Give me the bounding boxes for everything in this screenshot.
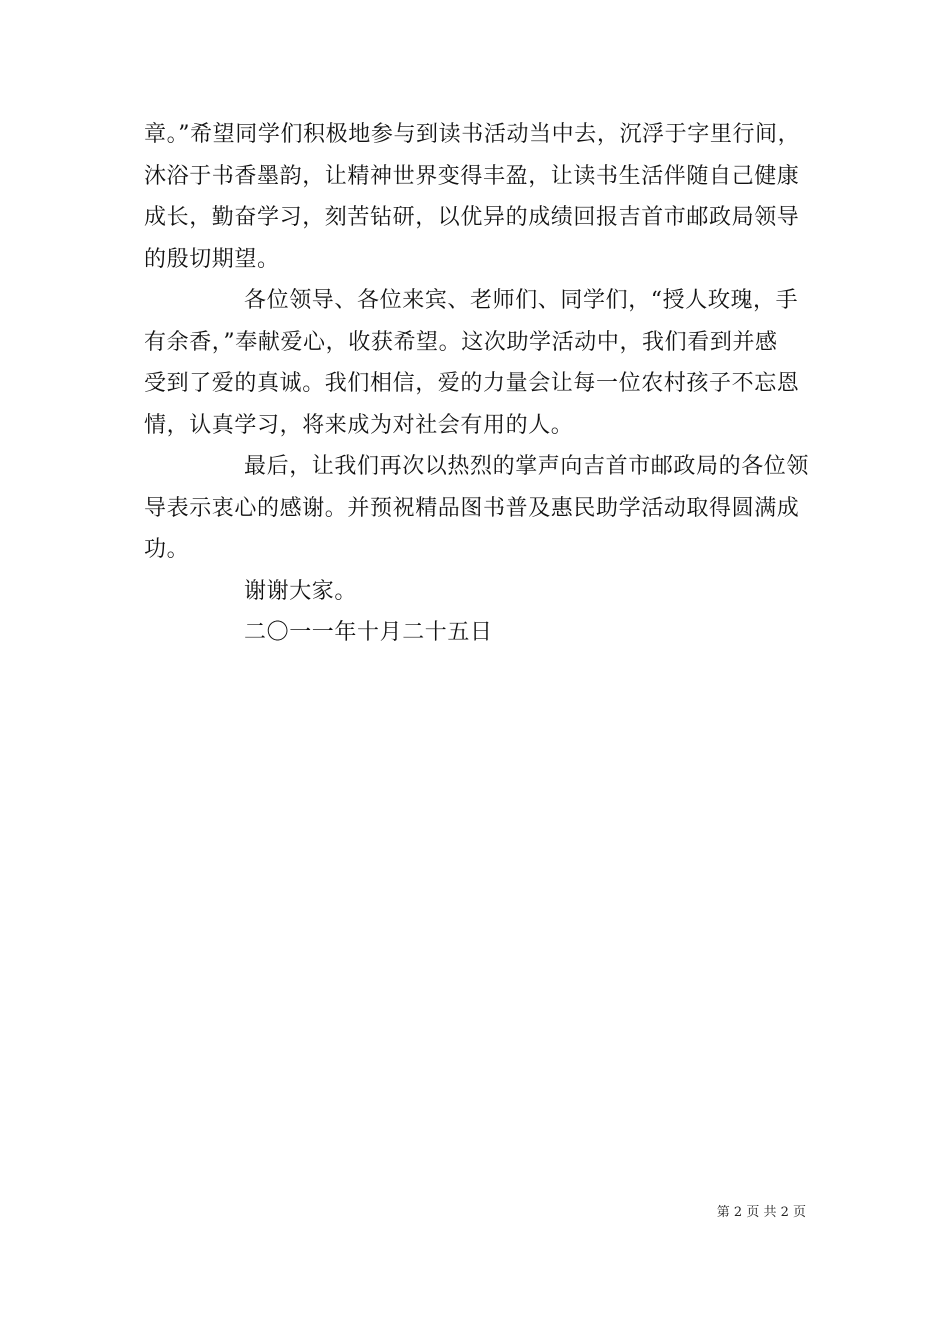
paragraph-1-line-2: 沐浴于书香墨韵，让精神世界变得丰盈，让读书生活伴随自己健康 <box>144 163 800 189</box>
document-body <box>144 114 834 654</box>
paragraph-1-line-4: 的殷切期望。 <box>144 246 280 272</box>
paragraph-3-line-2: 导表示衷心的感谢。并预祝精品图书普及惠民助学活动取得圆满成 <box>144 495 800 521</box>
page-number-footer: 第 2 页 共 2 页 <box>716 1205 806 1220</box>
paragraph-3-line-1: 最后，让我们再次以热烈的掌声向吉首市邮政局的各位领 <box>244 454 810 479</box>
paragraph-2-line-1: 各位领导、各位来宾、老师们、同学们，“授人玫瑰，手 <box>244 288 799 313</box>
date-line: 二〇一一年十月二十五日 <box>244 620 493 645</box>
closing-line: 谢谢大家。 <box>244 578 358 604</box>
paragraph-2-line-3: 受到了爱的真诚。我们相信，爱的力量会让每一位农村孩子不忘恩 <box>144 371 800 396</box>
paragraph-2-line-2: 有余香，”奉献爱心，收获希望。这次助学活动中，我们看到并感 <box>144 329 778 355</box>
paragraph-1-line-3: 成长，勤奋学习，刻苦钻研，以优异的成绩回报吉首市邮政局领导 <box>144 205 800 230</box>
paragraph-1-line-1: 章。”希望同学们积极地参与到读书活动当中去，沉浮于字里行间， <box>144 122 801 147</box>
paragraph-2-line-4: 情，认真学习，将来成为对社会有用的人。 <box>144 412 574 438</box>
paragraph-3-line-3: 功。 <box>144 537 190 562</box>
